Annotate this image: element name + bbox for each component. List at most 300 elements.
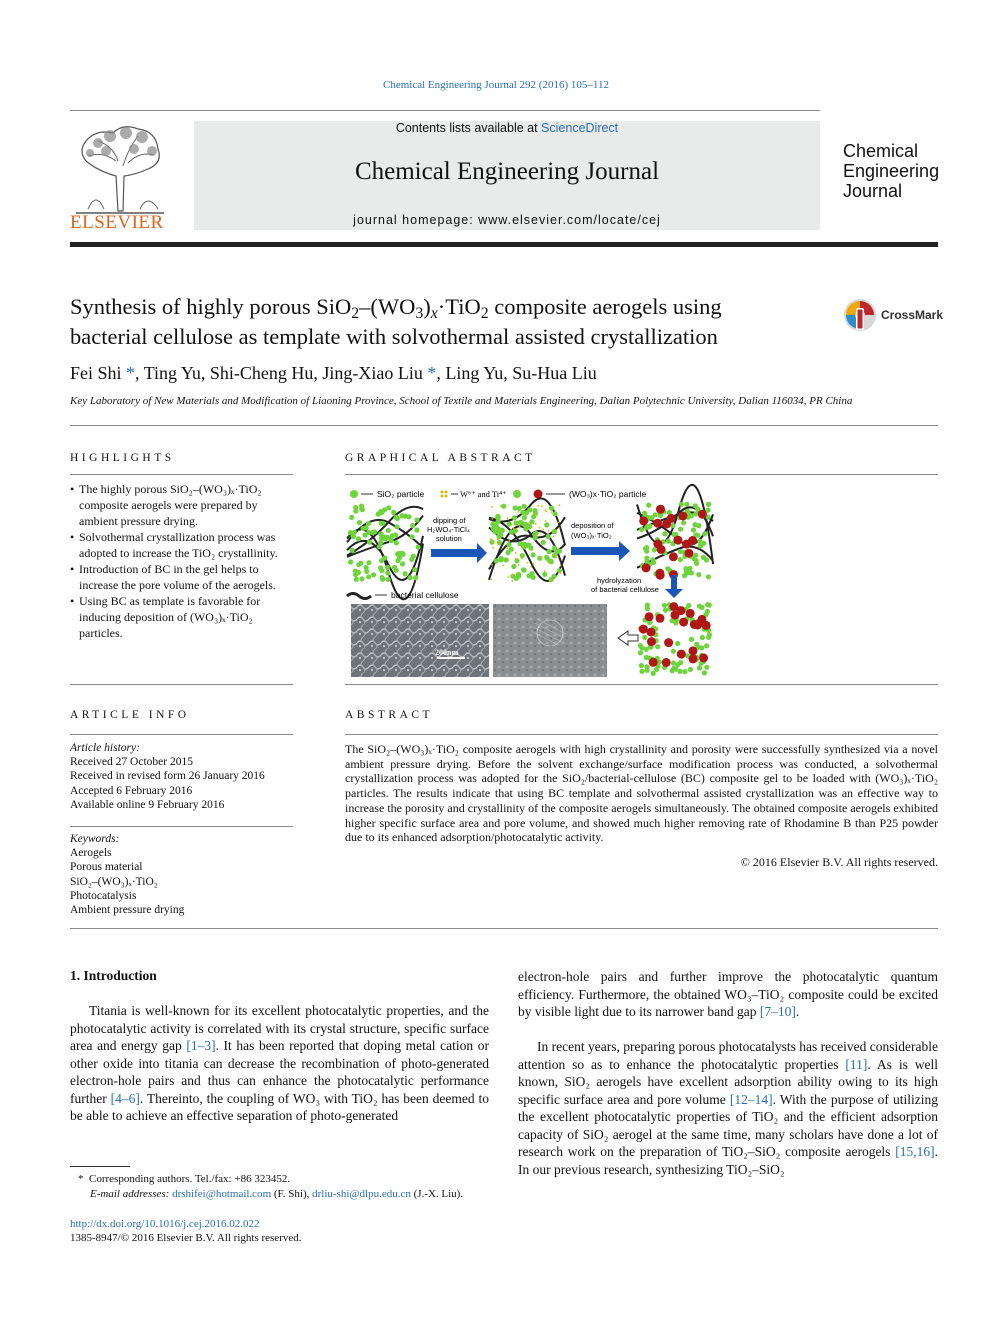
- sio2-particle: [644, 559, 649, 564]
- sio2-particle: [684, 502, 689, 507]
- sio2-particle: [655, 644, 660, 649]
- intro-paragraph-2: electron-hole pairs and further improve the photocatalytic quantum efficiency. Furthermore, the obtained WO₃–TiO₂ composite could be excited by visible light due to its narrower band gap [7–10].: [518, 969, 938, 1019]
- sio2-particle: [366, 521, 371, 526]
- panel-dipped-gel: [489, 498, 565, 583]
- front-matter-divider: [70, 928, 938, 929]
- sio2-particle: [697, 665, 702, 670]
- sio2-particle: [544, 522, 549, 527]
- corresponding-mark[interactable]: *: [121, 363, 136, 383]
- intro-paragraph-3: In recent years, preparing porous photocatalysts has received considerable attention so as to enhance the photocatalytic properties [11]. As is well known, SiO₂ aerogels have excellent adsorption ability owing to its high specific surface area and pore volume [12–14]. With the purpose of utilizing the excellent photocatalytic properties of TiO₂ and the efficient adsorption capacity of SiO₂ aerogel at the same time, many scholars have done a lot of research work on the preparation of TiO₂–SiO₂ composite aerogels [15,16]. In our previous research, synthesizing TiO₂–SiO₂: [518, 1039, 938, 1177]
- sio2-particle: [395, 516, 400, 521]
- sio2-particle: [702, 670, 707, 675]
- panel-final-aerogel: [637, 601, 713, 679]
- sio2-particle: [706, 502, 711, 507]
- ga-rule-top: [345, 474, 938, 475]
- sio2-particle: [707, 603, 712, 608]
- sio2-particle: [380, 521, 385, 526]
- article-title: Synthesis of highly porous $SiO_2-(WO_3)_x\cdot TiO_2$ composite aerogels using bacterial cellulose as template with solvothermal assisted crystallization: [70, 294, 722, 349]
- sio2-particle: [383, 536, 388, 541]
- sio2-particle: [357, 520, 362, 525]
- wo3-particle: [649, 658, 658, 667]
- sio2-particle: [509, 547, 514, 552]
- sio2-particle: [400, 561, 405, 566]
- ion-dot: [511, 580, 513, 582]
- wo3-particle: [664, 638, 673, 647]
- legend-ions: W⁶⁺ and Ti⁴⁺: [460, 489, 507, 499]
- sio2-legend-icon: [350, 490, 358, 498]
- ion-dot: [544, 570, 546, 572]
- ion-dot: [557, 522, 559, 524]
- sio2-particle: [501, 504, 506, 509]
- sio2-particle: [557, 549, 562, 554]
- sio2-particle: [704, 665, 709, 670]
- sio2-particle: [386, 528, 391, 533]
- sio2-particle: [694, 642, 699, 647]
- sio2-particle: [526, 573, 531, 578]
- sio2-particle: [646, 503, 651, 508]
- bc-legend-icon: [347, 594, 371, 599]
- sio2-particle: [678, 660, 683, 665]
- sio2-particle: [681, 520, 686, 525]
- sio2-particle: [403, 514, 408, 519]
- reference-link[interactable]: [12–14]: [729, 1091, 773, 1107]
- sio2-particle: [394, 540, 399, 545]
- wo3-particle: [639, 625, 648, 634]
- sio2-particle: [678, 549, 683, 554]
- sio2-particle: [644, 525, 649, 530]
- graphical-abstract-heading: GRAPHICAL ABSTRACT: [345, 452, 536, 464]
- sio2-particle: [662, 603, 667, 608]
- reference-link[interactable]: [7–10]: [759, 1004, 796, 1019]
- sio2-particle: [366, 530, 371, 535]
- journal-banner: [194, 121, 820, 230]
- scale-bar-label: 200nm: [435, 648, 459, 657]
- ion-dot: [531, 549, 533, 551]
- ion-dot: [522, 546, 524, 548]
- sio2-particle: [642, 511, 647, 516]
- sio2-particle: [409, 534, 414, 539]
- affiliation: Key Laboratory of New Materials and Modification of Liaoning Province, School of Textile and Materials Engineering, Dalian Polytechnic University, Dalian 116034, PR China: [70, 395, 853, 407]
- wo3-particle: [684, 549, 693, 558]
- sio2-particle: [495, 514, 500, 519]
- ion-dot: [515, 552, 517, 554]
- abstract-heading: ABSTRACT: [345, 709, 434, 721]
- wo3-particle: [639, 516, 648, 525]
- header-thick-rule: [70, 242, 938, 247]
- journal-logo-line: Journal: [843, 181, 903, 201]
- wo3-particle: [676, 606, 685, 615]
- ion-dot: [500, 505, 502, 507]
- wo3-particle: [682, 540, 691, 549]
- sio2-particle: [356, 570, 361, 575]
- sio2-particle: [385, 570, 390, 575]
- sio2-particle: [697, 539, 702, 544]
- sio2-particle: [697, 604, 702, 609]
- sio2-particle: [379, 568, 384, 573]
- sio2-particle: [663, 608, 668, 613]
- author-names[interactable]: , Ling Yu, Su-Hua Liu: [436, 363, 597, 383]
- highlight-item: • The highly porous SiO₂–(WO₃)ₓ·TiO₂ composite aerogels were prepared by ambient pressure drying.: [70, 481, 294, 529]
- ion-dot: [550, 579, 552, 581]
- panel-sio2-bc-gel: [347, 503, 423, 599]
- journal-logo-line: Chemical: [843, 141, 919, 161]
- keyword: Ambient pressure drying: [70, 904, 185, 917]
- sio2-particle: [364, 565, 369, 570]
- ion-dot: [537, 505, 539, 507]
- sio2-particle: [645, 606, 650, 611]
- sio2-particle: [706, 635, 711, 640]
- sio2-particle: [689, 637, 694, 642]
- email-link[interactable]: drshifei@hotmail.com: [172, 1188, 272, 1200]
- wo3-particle: [678, 512, 687, 521]
- sio2-particle: [704, 643, 709, 648]
- reference-link[interactable]: [1–3]: [186, 1038, 216, 1053]
- reference-link[interactable]: [15,16]: [895, 1144, 935, 1159]
- sio2-particle: [414, 527, 419, 532]
- sio2-particle: [541, 540, 546, 545]
- sio2-particle: [650, 557, 655, 562]
- doi-url[interactable]: http://dx.doi.org/10.1016/j.cej.2016.02.022: [70, 1218, 260, 1230]
- ion-dot: [491, 564, 493, 566]
- sio2-particle: [654, 667, 659, 672]
- sio2-particle: [489, 540, 494, 545]
- sio2-particle: [691, 527, 696, 532]
- intro-paragraph-1: Titania is well-known for its excellent photocatalytic properties, and the photocatalytic activity is correlated with its crystal structure, specific surface area and energy gap [1–3]. It has been reported that doping metal cation or other oxide into titania can decrease the recombination of photo-generated electron-hole pairs and thus can enhance the photocatalytic performance further [4–6]. Thereinto, the coupling of WO₃ with TiO₂ has been deemed to be able to achieve an effective separation of photo-generated: [70, 1003, 489, 1123]
- sio2-particle: [512, 515, 517, 520]
- crossmark-icon: [843, 298, 877, 332]
- wo3-particle: [645, 612, 654, 621]
- ion-dot: [532, 563, 534, 565]
- arrow1-label: H₂WO₄-TiCl₄: [427, 525, 470, 534]
- ion-dot: [559, 504, 561, 506]
- journal-citation[interactable]: Chemical Engineering Journal 292 (2016) 105–112: [383, 79, 609, 91]
- ion-dot: [518, 523, 520, 525]
- sio2-particle: [520, 553, 525, 558]
- author-name[interactable]: Fei Shi: [70, 363, 122, 383]
- sio2-particle: [378, 531, 383, 536]
- ion-dot: [497, 538, 499, 540]
- sio2-particle: [639, 663, 644, 668]
- ion-dot: [518, 511, 520, 513]
- footnote-rule: [70, 1166, 130, 1167]
- contents-prefix: Contents lists available at: [395, 121, 542, 135]
- reference-link[interactable]: [4–6]: [110, 1090, 140, 1106]
- ion-dot: [542, 528, 544, 530]
- sio2-particle: [494, 558, 499, 563]
- sio2-particle: [360, 526, 365, 531]
- sciencedirect-link[interactable]: ScienceDirect: [541, 121, 619, 135]
- corresponding-footnote: [78, 1172, 290, 1187]
- ion-dot: [530, 566, 532, 568]
- email-owner: (F. Shi),: [271, 1188, 313, 1200]
- arrow2-label: (WO₃)ₓ·TiO₂: [571, 531, 612, 540]
- sio2-particle: [367, 540, 372, 545]
- sio2-particle: [706, 574, 711, 579]
- sio2-particle: [386, 577, 391, 582]
- ion-dot: [521, 557, 523, 559]
- crossmark-button[interactable]: [843, 298, 943, 332]
- highlights-list: [70, 481, 294, 641]
- ion-dot: [491, 506, 493, 508]
- sio2-particle: [546, 534, 551, 539]
- wo3-particle: [702, 621, 711, 630]
- keyword: Photocatalysis: [70, 889, 137, 902]
- ion-dot: [507, 517, 509, 519]
- history-revised: Received in revised form 26 January 2016: [70, 770, 265, 783]
- process-arrow-1: [431, 543, 487, 563]
- sio2-particle: [706, 508, 711, 513]
- highlight-item: • Solvothermal crystallization process was adopted to increase the TiO₂ crystallinity.: [70, 529, 294, 561]
- journal-logo-line: Engineering: [843, 161, 940, 181]
- ion-dot: [512, 534, 514, 536]
- graphical-abstract-svg: [345, 481, 938, 682]
- wo3-particle: [698, 510, 707, 519]
- wo3-particle: [677, 650, 686, 659]
- email-owner: (J.-X. Liu).: [410, 1188, 464, 1200]
- ion-dot: [518, 564, 520, 566]
- sio2-particle: [408, 575, 413, 580]
- contents-lists: [194, 121, 820, 135]
- keywords-label: Keywords:: [70, 833, 120, 845]
- sio2-particle: [412, 567, 417, 572]
- ion-dot: [527, 562, 529, 564]
- elsevier-logo: [68, 121, 172, 233]
- ion-dot: [534, 513, 536, 515]
- sio2-particle: [409, 557, 414, 562]
- ion-dot: [560, 565, 562, 567]
- article-history: [70, 741, 265, 812]
- sio2-particle: [691, 556, 696, 561]
- abstract-copyright: © 2016 Elsevier B.V. All rights reserved.: [740, 854, 938, 869]
- ion-dot: [558, 527, 560, 529]
- crossmark-label: CrossMark: [881, 308, 944, 322]
- hydro-label: hydrolyzation: [597, 576, 642, 585]
- sio2-particle: [639, 527, 644, 532]
- wo3-particle: [653, 519, 662, 528]
- highlights-heading: HIGHLIGHTS: [70, 452, 175, 464]
- keywords-rule: [70, 826, 293, 827]
- ion-dot: [506, 547, 508, 549]
- author-names[interactable]: , Ting Yu, Shi-Cheng Hu, Jing-Xiao Liu: [135, 363, 423, 383]
- sio2-particle: [382, 555, 387, 560]
- sio2-particle: [366, 574, 371, 579]
- sio2-particle: [351, 531, 356, 536]
- arrow2-label: deposition of: [571, 521, 614, 530]
- article-info-rule: [70, 734, 293, 735]
- sio2-particle: [649, 515, 654, 520]
- sio2-particle: [698, 544, 703, 549]
- ion-dot: [553, 536, 555, 538]
- ion-dot: [545, 511, 547, 513]
- process-arrow-2: [571, 541, 630, 561]
- ion-dot: [515, 558, 517, 560]
- sio2-particle: [366, 560, 371, 565]
- back-arrow: [618, 631, 638, 645]
- highlight-item: • Introduction of BC in the gel helps to increase the pore volume of the aerogels.: [70, 561, 294, 593]
- sio2-particle: [524, 510, 529, 515]
- wo3-particle: [656, 505, 665, 514]
- legend-sio2: SiO₂ particle: [377, 489, 425, 499]
- sio2-particle: [644, 655, 649, 660]
- sio2-particle: [531, 552, 536, 557]
- sio2-particle: [506, 542, 511, 547]
- abstract-rule: [345, 734, 938, 735]
- sio2-particle: [522, 504, 527, 509]
- doi-link[interactable]: [70, 1217, 260, 1232]
- panel-deposited-gel: [637, 485, 713, 581]
- sio2-particle: [644, 549, 649, 554]
- ion-dot: [536, 534, 538, 536]
- homepage-url[interactable]: www.elsevier.com/locate/cej: [478, 213, 661, 227]
- hydro-label: of bacterial cellulose: [591, 585, 659, 594]
- ion-dot: [555, 557, 557, 559]
- sio2-particle: [671, 666, 676, 671]
- sio2-particle: [679, 502, 684, 507]
- ga-rule-bottom: [345, 684, 938, 685]
- wo3-particle: [679, 618, 688, 627]
- sio2-particle: [413, 575, 418, 580]
- wo3-particle: [647, 637, 656, 646]
- sio2-particle: [499, 556, 504, 561]
- keywords: [70, 832, 184, 917]
- sio2-particle: [686, 603, 691, 608]
- sio2-particle: [546, 549, 551, 554]
- wo3-particle: [689, 654, 698, 663]
- sio2-particle: [394, 524, 399, 529]
- sio2-particle: [638, 650, 643, 655]
- sio2-particle: [522, 568, 527, 573]
- sio2-particle: [493, 522, 498, 527]
- sio2-particle: [391, 510, 396, 515]
- sio2-particle: [651, 671, 656, 676]
- sio2-particle: [350, 548, 355, 553]
- ion-dot: [531, 527, 533, 529]
- sio2-particle: [704, 557, 709, 562]
- sio2-particle: [688, 667, 693, 672]
- wo3-particle: [689, 646, 698, 655]
- wo3-particle: [699, 653, 708, 662]
- wo3-particle: [656, 614, 665, 623]
- sio2-particle: [666, 539, 671, 544]
- sio2-particle: [356, 562, 361, 567]
- footnote-star: *: [78, 1173, 89, 1185]
- sio2-particle: [529, 519, 534, 524]
- sio2-particle: [678, 527, 683, 532]
- ion-dot: [507, 559, 509, 561]
- sio2-particle: [702, 531, 707, 536]
- ion-dot: [490, 579, 492, 581]
- arrow1-label: solution: [436, 534, 462, 543]
- reference-link[interactable]: [11]: [845, 1056, 868, 1072]
- sio2-particle: [410, 523, 415, 528]
- corresponding-text: Corresponding authors. Tel./fax: +86 323452.: [89, 1173, 291, 1185]
- history-accepted: Accepted 6 February 2016: [70, 784, 193, 797]
- sio2-particle: [380, 577, 385, 582]
- highlight-item: • Using BC as template is favorable for inducing deposition of (WO₃)ₓ·TiO₂ particles.: [70, 593, 294, 641]
- sio2-particle: [675, 641, 680, 646]
- author-list: [70, 363, 597, 384]
- history-online: Available online 9 February 2016: [70, 798, 225, 811]
- sio2-particle: [385, 565, 390, 570]
- sio2-particle: [414, 517, 419, 522]
- sio2-particle: [682, 669, 687, 674]
- keyword: SiO₂–(WO₃)ₓ·TiO₂: [70, 875, 158, 888]
- journal-logo: [843, 141, 939, 201]
- wo3-particle: [669, 552, 678, 561]
- wo3-particle: [686, 609, 695, 618]
- sio2-particle: [662, 531, 667, 536]
- keyword: Porous material: [70, 861, 143, 874]
- sio2-particle: [354, 577, 359, 582]
- sio2-particle: [673, 620, 678, 625]
- abstract-body: [345, 742, 938, 870]
- arrow1-label: dipping of: [433, 516, 466, 525]
- sio2-particle: [677, 669, 682, 674]
- header-divider: [70, 110, 820, 111]
- sio2-particle: [693, 503, 698, 508]
- ion-dot: [519, 526, 521, 528]
- email-footnote: [90, 1187, 463, 1202]
- wo3-particle: [667, 514, 676, 523]
- sio2-particle: [514, 521, 519, 526]
- sio2-particle: [544, 555, 549, 560]
- journal-title: Chemical Engineering Journal: [354, 158, 660, 185]
- ion-dot: [491, 518, 493, 520]
- wo3-particle: [656, 571, 665, 580]
- corresponding-mark[interactable]: *: [422, 363, 437, 383]
- sio2-particle: [533, 535, 538, 540]
- email-link[interactable]: drliu-shi@dlpu.edu.cn: [312, 1188, 411, 1200]
- legend-wo3: (WO₃)x·TiO₂ particle: [569, 489, 647, 499]
- wo3-particle: [693, 621, 702, 630]
- sio2-particle: [371, 572, 376, 577]
- sio2-particle: [389, 538, 394, 543]
- sio2-particle: [392, 565, 397, 570]
- sio2-particle: [356, 536, 361, 541]
- ion-dot: [497, 542, 499, 544]
- wo3-particle: [647, 628, 656, 637]
- sio2-particle: [348, 559, 353, 564]
- sio2-particle: [696, 523, 701, 528]
- sio2-particle: [522, 542, 527, 547]
- highlights-rule-top: [70, 474, 293, 475]
- ion-dot: [548, 530, 550, 532]
- ion-dot: [490, 538, 492, 540]
- sio2-particle: [353, 509, 358, 514]
- ion-dot: [507, 576, 509, 578]
- elsevier-tree-icon: [68, 121, 172, 216]
- graphical-abstract-figure: [345, 481, 938, 682]
- wo3-particle: [653, 540, 662, 549]
- bc-label: bacterial cellulose: [391, 590, 459, 600]
- sio2-particle: [645, 668, 650, 673]
- ion-dot: [528, 522, 530, 524]
- sio2-particle: [638, 643, 643, 648]
- keyword: Aerogels: [70, 847, 112, 860]
- abstract-text: The SiO₂–(WO₃)ₓ·TiO₂ composite aerogels with high crystallinity and porosity were successfully synthesized via a novel ambient pressure drying. Before the solvent exchange/surface modification process was conducted, a solvothermal crystallization process was adopted for the SiO₂/bacterial-cellulose (BC) composite gel to be loaded with (WO₃)ₓ·TiO₂ particles. The results indicate that using BC template and solvothermal assisted crystallization was an effective way to increase the porosity and crystallinity of the composite aerogels simultaneously. The obtained composite aerogels exhibited higher specific surface area and pore volume, and showed much higher removing rate of Rhodamine B than P25 powder due to its enhanced adsorption/photocatalytic activity.: [345, 742, 938, 845]
- ion-dot: [541, 505, 543, 507]
- issn-line: 1385-8947/© 2016 Elsevier B.V. All rights reserved.: [70, 1232, 302, 1244]
- wo3-particle: [642, 563, 651, 572]
- sio2-particle: [693, 511, 698, 516]
- sio2-particle: [642, 635, 647, 640]
- sio2-particle: [678, 557, 683, 562]
- elsevier-wordmark: ELSEVIER: [70, 212, 164, 233]
- sio2-particle: [359, 576, 364, 581]
- ion-dot: [502, 565, 504, 567]
- ion-dot: [541, 557, 543, 559]
- wo3-legend-icon: [534, 490, 543, 499]
